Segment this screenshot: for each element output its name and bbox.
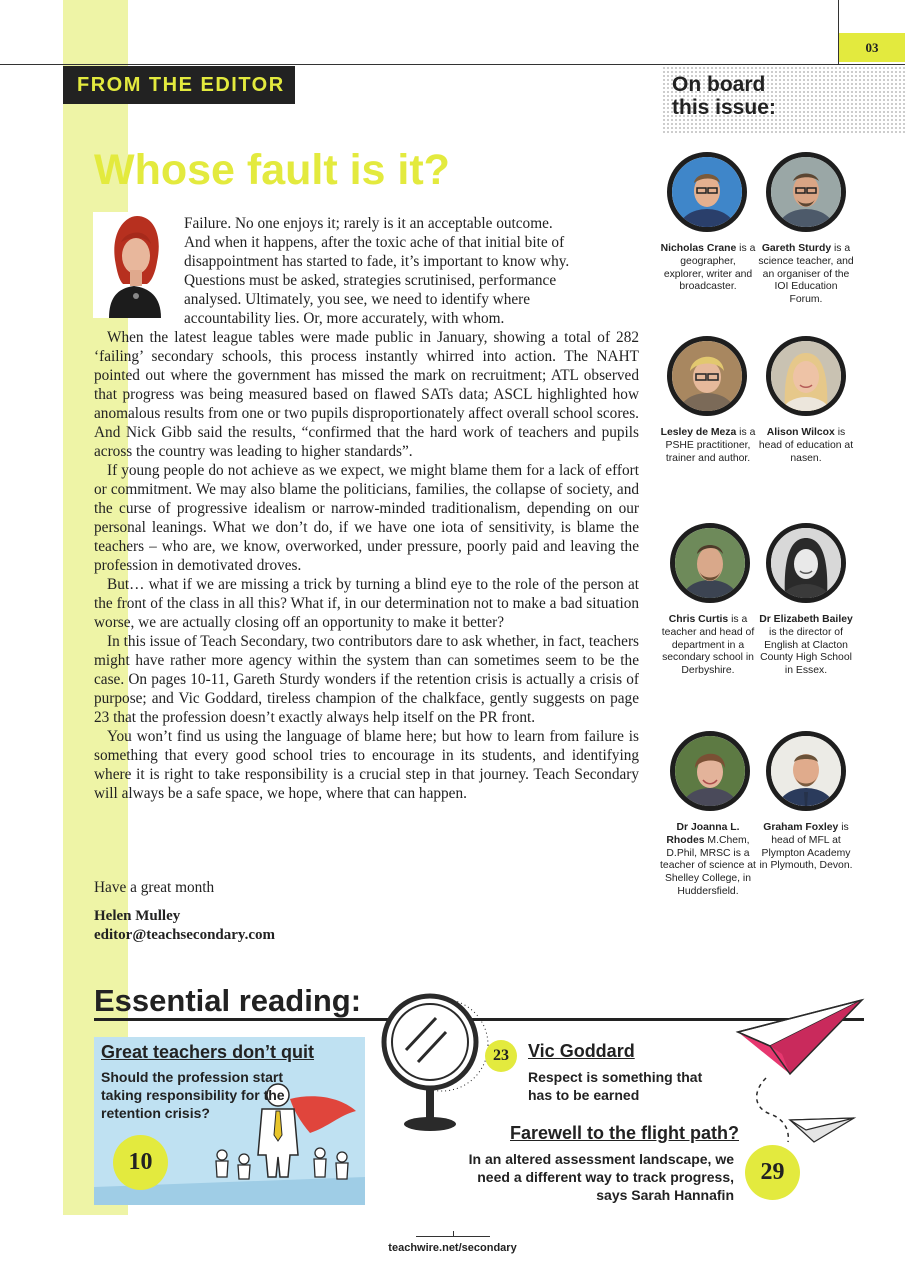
on-board-title-line: this issue: bbox=[672, 96, 776, 119]
headline: Whose fault is it? bbox=[94, 146, 450, 194]
contributor-caption bbox=[660, 614, 756, 678]
article-title[interactable]: Vic Goddard bbox=[528, 1041, 635, 1061]
page-number: 03 bbox=[839, 33, 905, 62]
contributor-avatar bbox=[667, 152, 747, 232]
article-subtitle: Respect is something that has to be earned bbox=[528, 1069, 703, 1103]
contributor-caption bbox=[660, 822, 756, 899]
body-paragraph: When the latest league tables were made public in January, showing a total of 282 ‘failing’ secondary schools, this process instantly whirred into action. The NAHT pointed out where the government has missed the mark on recruitment; ATL observed that progress was being measured based on flawed SATs data; ASCL highlighted how anomalous results from one or two pupils disproportionately affect overall school scores. And Nick Gibb said the results, “confirmed that the hard work of teachers and pupils across the country was leading to higher standards”. bbox=[94, 329, 639, 460]
page-badge: 29 bbox=[745, 1145, 800, 1200]
contributor-bio: M.Chem, D.Phil, MRSC is a teacher of science at Shelley College, in Huddersfield. bbox=[660, 834, 756, 897]
intro-line: Failure. No one enjoys it; rarely is it an acceptable outcome. bbox=[184, 215, 553, 232]
contributor-bio: is a geographer, explorer, writer and broadcaster. bbox=[663, 243, 756, 293]
contributor-avatar bbox=[670, 523, 750, 603]
editor-name: Helen Mulley bbox=[94, 908, 181, 924]
contributor-caption bbox=[758, 822, 854, 873]
on-board-title-line: On board bbox=[672, 73, 766, 96]
top-rule bbox=[0, 64, 905, 65]
intro-line: Questions must be asked, strategies scrutinised, performance bbox=[184, 272, 557, 289]
contributor-caption bbox=[758, 243, 854, 307]
contributor-bio: is head of MFL at Plympton Academy in Plymouth, Devon. bbox=[759, 822, 853, 872]
article-subtitle: Should the profession start taking responsibility for the retention crisis? bbox=[101, 1069, 285, 1121]
on-board-title bbox=[672, 73, 776, 119]
contributor-name: Gareth Sturdy bbox=[761, 243, 832, 254]
contributor-avatar bbox=[667, 336, 747, 416]
editor-email[interactable]: editor@teachsecondary.com bbox=[94, 927, 275, 943]
contributor-caption bbox=[660, 427, 756, 465]
paper-plane-illustration bbox=[730, 992, 870, 1152]
contributor-avatar bbox=[766, 152, 846, 232]
contributor-avatar bbox=[766, 731, 846, 811]
intro-text bbox=[184, 214, 624, 328]
contributor-avatar bbox=[670, 731, 750, 811]
section-tag: FROM THE EDITOR bbox=[63, 66, 295, 104]
editorial-body bbox=[94, 328, 639, 803]
body-paragraph: If young people do not achieve as we expect, we might blame them for a lack of effort or commitment. We may also blame the politicians, families, the collapse of society, and the curse of progressive idealism or narrow-minded traditionalism, depending on our personal leanings. What we don’t do, if we have one iota of sensitivity, is blame the teachers – who are, we know, overworked, under pressure, poorly paid and leaving the profession in demotivated droves. bbox=[94, 462, 639, 574]
contributor-caption bbox=[660, 243, 756, 294]
body-paragraph: But… what if we are missing a trick by turning a blind eye to the role of the person at the front of the class in all this? What if, in our determination not to make a bad situation worse, we are actually closing off an opportunity to make it better? bbox=[94, 576, 639, 631]
contributor-caption bbox=[758, 614, 854, 678]
contributor-name: Dr Joanna L. Rhodes bbox=[666, 822, 740, 846]
contributor-bio: is a PSHE practitioner, trainer and author. bbox=[665, 427, 756, 464]
intro-line: analysed. Ultimately, you see, we need to identify where bbox=[184, 291, 531, 308]
contributor-bio: is head of education at nasen. bbox=[758, 427, 854, 464]
contributor-name: Dr Elizabeth Bailey bbox=[759, 614, 853, 625]
mirror-illustration bbox=[372, 990, 490, 1138]
contributor-name: Nicholas Crane bbox=[660, 243, 737, 254]
page-badge: 10 bbox=[113, 1135, 168, 1190]
footer-url[interactable]: teachwire.net/secondary bbox=[388, 1242, 517, 1254]
article-title[interactable]: Farewell to the flight path? bbox=[510, 1123, 739, 1143]
contributor-name: Chris Curtis bbox=[668, 614, 729, 625]
signoff: Have a great month bbox=[94, 879, 215, 896]
footer-tick bbox=[453, 1231, 454, 1237]
editor-portrait bbox=[93, 212, 175, 318]
contributor-name: Graham Foxley bbox=[763, 822, 839, 833]
intro-line: And when it happens, after the toxic ache of that initial bite of bbox=[184, 234, 565, 251]
article-title[interactable]: Great teachers don’t quit bbox=[101, 1042, 315, 1062]
intro-line: disappointment has started to fade, it’s important to know why. bbox=[184, 253, 570, 270]
page-badge: 23 bbox=[485, 1040, 517, 1072]
contributor-bio: is a science teacher, and an organiser of the IOI Education Forum. bbox=[758, 243, 854, 306]
contributor-bio: is a teacher and head of department in a secondary school in Derbyshire. bbox=[661, 614, 755, 677]
contributor-name: Lesley de Meza bbox=[660, 427, 737, 438]
contributor-bio: is the director of English at Clacton County High School in Essex. bbox=[760, 626, 852, 677]
contributor-avatar bbox=[766, 336, 846, 416]
editor-signature bbox=[94, 907, 275, 945]
contributor-name: Alison Wilcox bbox=[766, 427, 835, 438]
intro-line: accountability lies. Or, more accurately, with whom. bbox=[184, 310, 505, 327]
essential-reading-title: Essential reading: bbox=[94, 983, 362, 1018]
contributor-avatar bbox=[766, 523, 846, 603]
body-paragraph: In this issue of Teach Secondary, two contributors dare to ask whether, in fact, teachers might have rather more agency within the system than can sometimes seem to be the case. On pages 10-11, Gareth Sturdy wonders if the retention crisis is actually a crisis of purpose; and Vic Goddard, tireless champion of the chalkface, gently suggests on page 23 that the profession doesn’t exactly always help itself on the PR front. bbox=[94, 633, 639, 726]
body-paragraph: You won’t find us using the language of blame here; but how to learn from failure is something that every good school tries to encourage in its students, and identifying where it is right to take responsibility is a crucial step in that journey. Teach Secondary will always be a safe space, we hope, where that can happen. bbox=[94, 728, 639, 802]
contributor-caption bbox=[758, 427, 854, 465]
article-subtitle: In an altered assessment landscape, we need a different way to track progress, says Sarah Hannafin bbox=[468, 1151, 734, 1203]
